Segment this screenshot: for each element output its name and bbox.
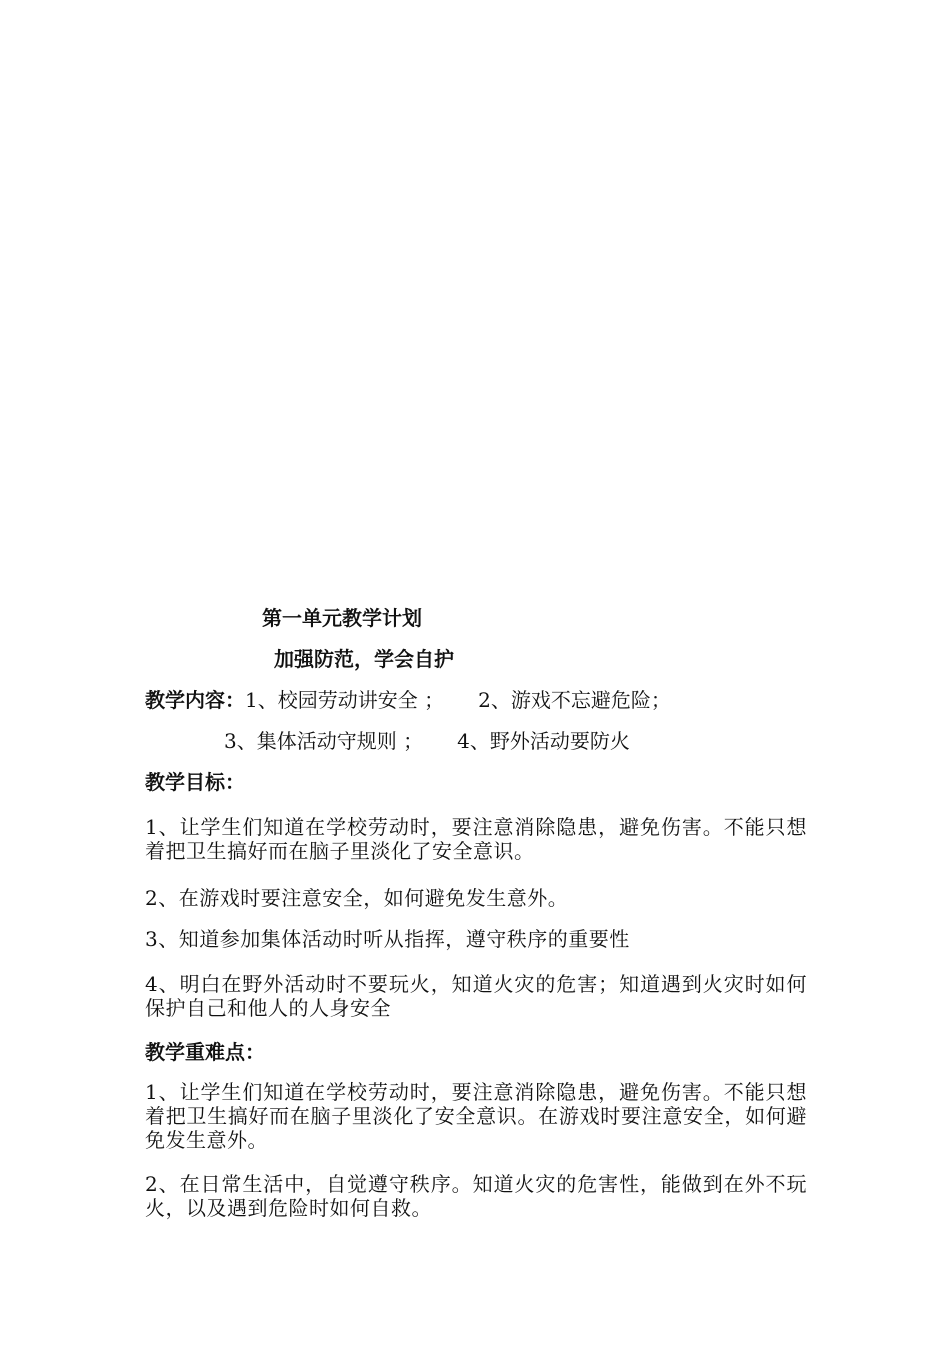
objectives-heading: 教学目标：: [145, 770, 245, 794]
key-point-item-1: 1、让学生们知道在学校劳动时，要注意消除隐患，避免伤害。不能只想着把卫生搞好而在脑子里淡化了安全意识。在游戏时要注意安全，如何避免发生意外。: [145, 1080, 807, 1152]
key-point-item-2: 2、在日常生活中，自觉遵守秩序。知道火灾的危害性，能做到在外不玩火，以及遇到危险时如何自救。: [145, 1172, 807, 1220]
document-subtitle: 加强防范，学会自护: [274, 647, 454, 671]
content-item-1: 1、校园劳动讲安全 ；: [245, 688, 445, 712]
teaching-content-line-2: [224, 729, 630, 753]
objective-item-2: 2、在游戏时要注意安全，如何避免发生意外。: [145, 886, 569, 910]
content-item-4: 4、野外活动要防火: [457, 729, 630, 753]
objective-item-3: 3、知道参加集体活动时听从指挥，遵守秩序的重要性: [145, 927, 630, 951]
objective-item-1: 1、让学生们知道在学校劳动时，要注意消除隐患，避免伤害。不能只想着把卫生搞好而在脑子里淡化了安全意识。: [145, 815, 807, 863]
content-item-3: 3、集体活动守规则 ；: [224, 729, 424, 753]
content-item-2: 2、游戏不忘避危险；: [478, 688, 671, 712]
teaching-content-label: 教学内容：: [145, 688, 245, 712]
key-points-heading: 教学重难点：: [145, 1040, 265, 1064]
objective-item-4: 4、明白在野外活动时不要玩火，知道火灾的危害；知道遇到火灾时如何保护自己和他人的人身安全: [145, 972, 807, 1020]
teaching-content-line-1: [145, 688, 671, 712]
document-title: 第一单元教学计划: [262, 606, 422, 630]
